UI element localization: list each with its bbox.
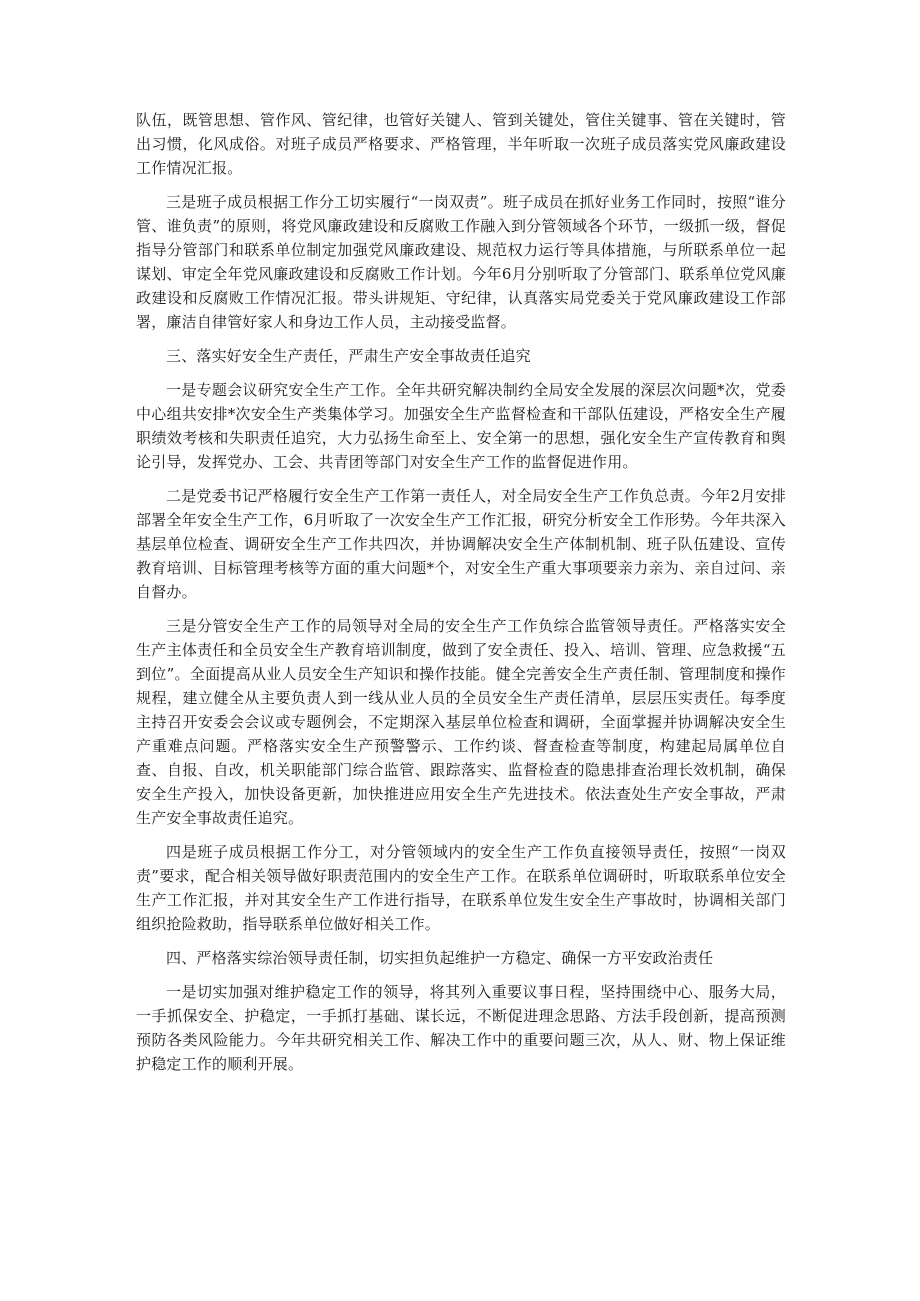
paragraph-party-secretary-responsibility: 二是党委书记严格履行安全生产工作第一责任人，对全局安全生产工作负总责。今年2月安排部署全年安全生产工作，6月听取了一次安全生产工作汇报，研究分析安全工作形势。今年共深入基层单位检查、调研安全生产工作共四次，并协调解决安全生产体制机制、班子队伍建设、宣传教育培训、目标管理考核等方面的重大问题*个，对安全生产重大事项要亲力亲为、亲自过问、亲自督办。 [136, 487, 786, 601]
paragraph-stability-leadership: 一是切实加强对维护稳定工作的领导，将其列入重要议事日程，坚持围绕中心、服务大局，一手抓保安全、护稳定，一手抓打基础、谋长远，不断促进理念思路、方法手段创新，提高预测预防各类风险能力。今年共研究相关工作、解决工作中的重要问题三次，从人、财、物上保证维护稳定工作的顺利开展。 [136, 983, 786, 1073]
paragraph-team-members-direct-responsibility: 四是班子成员根据工作分工，对分管领域内的安全生产工作负直接领导责任，按照“一岗双责”要求，配合相关领导做好职责范围内的安全生产工作。在联系单位调研时，听取联系单位安全生产工作汇报，并对其安全生产工作进行指导，在联系单位发生安全生产事故时，协调相关部门组织抢险救助，指导联系单位做好相关工作。 [136, 843, 786, 933]
document-page [136, 108, 786, 1086]
section-heading-stability: 四、严格落实综治领导责任制，切实担负起维护一方稳定、确保一方平安政治责任 [166, 949, 714, 967]
section-heading-safety-production: 三、落实好安全生产责任，严肃生产安全事故责任追究 [166, 347, 531, 365]
paragraph-supervising-leader-responsibility: 三是分管安全生产工作的局领导对全局的安全生产工作负综合监管领导责任。严格落实安全生产主体责任和全员安全生产教育培训制度，做到了安全责任、投入、培训、管理、应急救援“五到位”。全面提高从业人员安全生产知识和操作技能。健全完善安全生产责任制、管理制度和操作规程，建立健全从主要负责人到一线从业人员的全员安全生产责任清单，层层压实责任。每季度主持召开安委会会议或专题例会，不定期深入基层单位检查和调研，全面掌握并协调解决安全生产重难点问题。严格落实安全生产预警警示、工作约谈、督查检查等制度，构建起局属单位自查、自报、自改，机关职能部门综合监管、跟踪落实、监督检查的隐患排查治理长效机制，确保安全生产投入，加快设备更新，加快推进应用安全生产先进技术。依法查处生产安全事故，严肃生产安全事故责任追究。 [136, 617, 786, 827]
paragraph-continuation: 队伍，既管思想、管作风、管纪律，也管好关键人、管到关键处，管住关键事、管在关键时，管出习惯，化风成俗。对班子成员严格要求、严格管理，半年听取一次班子成员落实党风廉政建设工作情况汇报。 [136, 111, 786, 177]
paragraph-team-one-post-two-duties: 三是班子成员根据工作分工切实履行“一岗双责”。班子成员在抓好业务工作同时，按照“谁分管、谁负责”的原则，将党风廉政建设和反腐败工作融入到分管领域各个环节，一级抓一级，督促指导分管部门和联系单位制定加强党风廉政建设、规范权力运行等具体措施，与所联系单位一起谋划、审定全年党风廉政建设和反腐败工作计划。今年6月分别听取了分管部门、联系单位党风廉政建设和反腐败工作情况汇报。带头讲规矩、守纪律，认真落实局党委关于党风廉政建设工作部署，廉洁自律管好家人和身边工作人员，主动接受监督。 [136, 193, 786, 331]
paragraph-safety-meetings: 一是专题会议研究安全生产工作。全年共研究解决制约全局安全发展的深层次问题*次，党委中心组共安排*次安全生产类集体学习。加强安全生产监督检查和干部队伍建设，严格安全生产履职绩效考核和失职责任追究，大力弘扬生命至上、安全第一的思想，强化安全生产宣传教育和舆论引导，发挥党办、工会、共青团等部门对安全生产工作的监督促进作用。 [136, 381, 786, 471]
